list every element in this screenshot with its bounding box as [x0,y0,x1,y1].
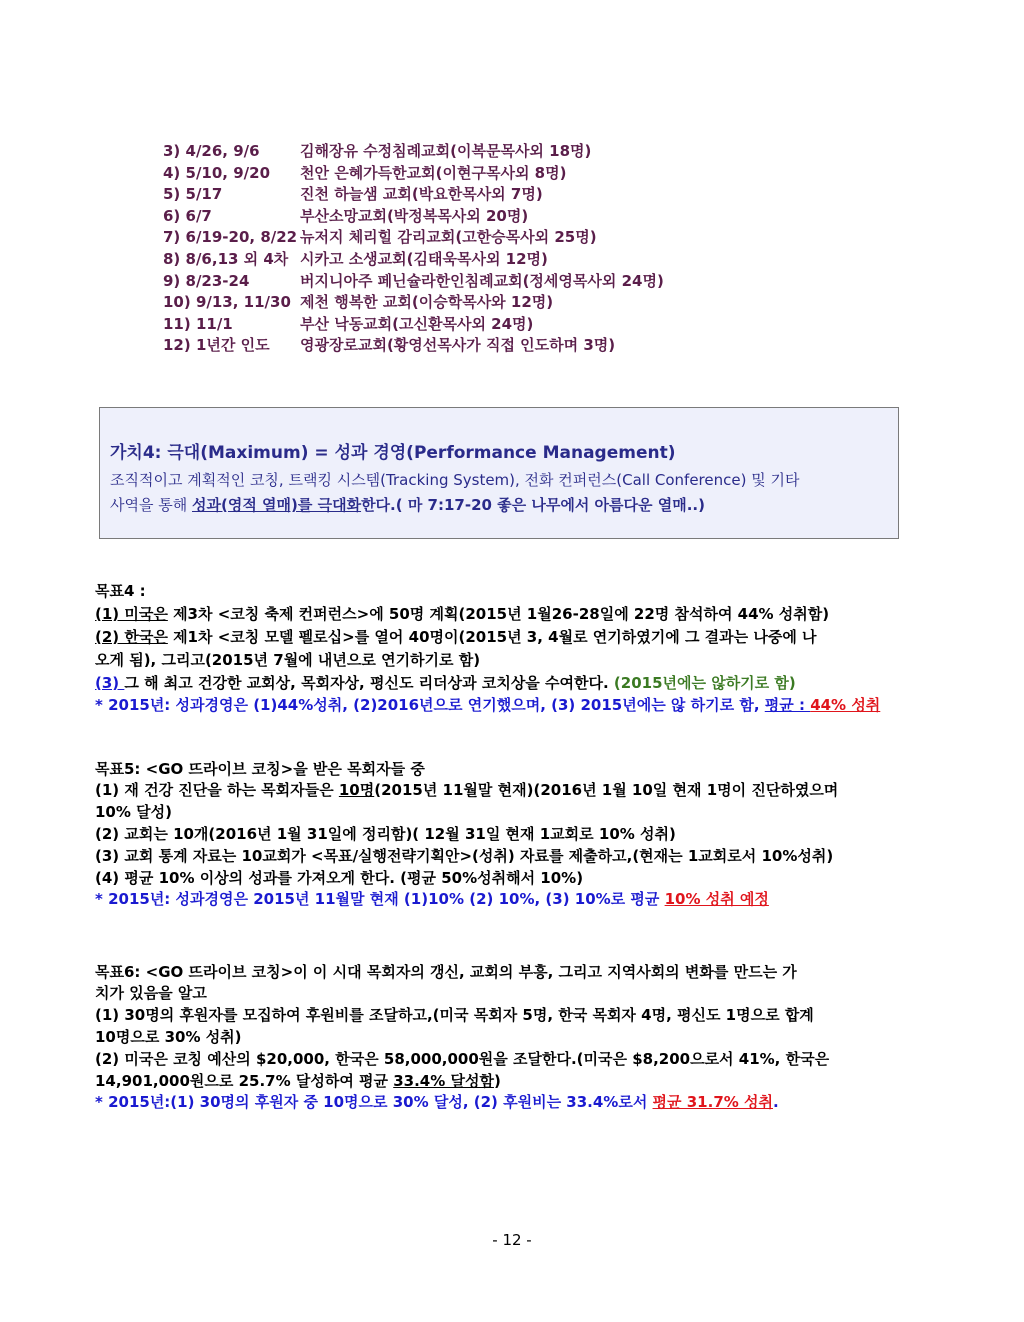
goal6-line4: (2) 미국은 코칭 예산의 $20,000, 한국은 58,000,000원을 조달한다.(미국은 $8,200으로서 41%, 한국은 [95,1050,830,1068]
goal6-line1: 치가 있음을 알고 [95,984,207,1002]
goal6-line5: 14,901,000원으로 25.7% 달성하여 평균 33.4% 달성함) [95,1072,501,1090]
goal4-summary: * 2015년: 성과경영은 (1)44%성취, (2)2016년으로 연기했으며, (3) 2015년에는 않 하기로 함, 평균 : 44% 성취 [95,696,881,714]
list-item: 10) 9/13, 11/30 제천 행복한 교회(이승학목사와 12명) [163,293,554,312]
goal4-line4: (3) 그 해 최고 건강한 교회상, 목회자상, 평신도 리더상과 코치상을 수여한다. (2015년에는 않하기로 함) [95,674,796,692]
list-item: 7) 6/19-20, 8/22 뉴저지 체리힐 감리교회(고한승목사외 25명) [163,228,597,247]
value4-box [99,407,899,539]
value4-line2: 사역을 통해 성과(영적 열매)를 극대화한다.( 마 7:17-20 좋은 나무에서 아름다운 열매..) [110,496,705,514]
value4-line1: 조직적이고 계획적인 코칭, 트랙킹 시스템(Tracking System), 전화 컨퍼런스(Call Conference) 및 기타 [110,471,800,489]
list-item: 6) 6/7 부산소망교회(박정복목사외 20명) [163,206,529,225]
goal5-line4: (3) 교회 통계 자료는 10교회가 <목표/실행전략기획안>(성취) 자료를 제출하고,(현재는 1교회로서 10%성취) [95,847,834,865]
goal6-line3: 10명으로 30% 성취) [95,1028,242,1046]
goal5-line5: (4) 평균 10% 이상의 성과를 가져오게 한다. (평균 50%성취해서 10%) [95,869,584,887]
list-item: 12) 1년간 인도 영광장로교회(황영선목사가 직접 인도하며 3명) [163,336,616,355]
page-number: - 12 - [492,1231,532,1249]
goal4-line1: (1) 미국은 제3차 <코칭 축제 컨퍼런스>에 50명 계획(2015년 1월26-28일에 22명 참석하여 44% 성취함) [95,605,830,623]
goal5-summary: * 2015년: 성과경영은 2015년 11월말 현재 (1)10% (2) 10%, (3) 10%로 평균 10% 성취 예정 [95,890,769,908]
goal6-line2: (1) 30명의 후원자를 모집하여 후원비를 조달하고,(미국 목회자 5명, 한국 목회자 4명, 평신도 1명으로 합계 [95,1006,814,1024]
event-list [163,141,664,357]
goal4-line2: (2) 한국은 제1차 <코칭 모델 펠로십>를 열어 40명이(2015년 3, 4월로 연기하였기에 그 결과는 나중에 나 [95,628,817,646]
goal5-line2: 10% 달성) [95,803,172,821]
goal5-line3: (2) 교회는 10개(2016년 1월 31일에 정리함)( 12월 31일 현재 1교회로 10% 성취) [95,825,676,843]
list-item: 3) 4/26, 9/6 김해장유 수정침례교회(이복문목사외 18명) [163,142,592,160]
goal6-heading: 목표6: <GO 뜨라이브 코칭>이 이 시대 목회자의 갱신, 교회의 부흥, 그리고 지역사회의 변화를 만드는 가 [95,963,797,981]
goal4-heading: 목표4 : [95,582,146,600]
goal4-line3: 오게 됨), 그리고(2015년 7월에 내년으로 연기하기로 함) [95,651,481,669]
list-item: 9) 8/23-24 버지니아주 페닌슐라한인침례교회(정세영목사외 24명) [163,271,664,290]
list-item: 8) 8/6,13 외 4차 시카고 소생교회(김태욱목사외 12명) [163,249,548,268]
value4-title: 가치4: 극대(Maximum) = 성과 경영(Performance Management) [110,443,676,463]
goal6-summary: * 2015년:(1) 30명의 후원자 중 10명으로 30% 달성, (2) 후원비는 33.4%로서 평균 31.7% 성취. [95,1093,779,1111]
goal5-line1: (1) 재 건강 진단을 하는 목회자들은 10명(2015년 11월말 현재)(2016년 1월 10일 현재 1명이 진단하였으며 [95,781,839,799]
list-item: 5) 5/17 진천 하늘샘 교회(박요한목사외 7명) [163,185,543,204]
goal5-heading: 목표5: <GO 뜨라이브 코칭>을 받은 목회자들 중 [95,760,425,778]
list-item: 11) 11/1 부산 낙동교회(고신환목사외 24명) [163,314,534,333]
list-item: 4) 5/10, 9/20 천안 은혜가득한교회(이현구목사외 8명) [163,163,567,182]
